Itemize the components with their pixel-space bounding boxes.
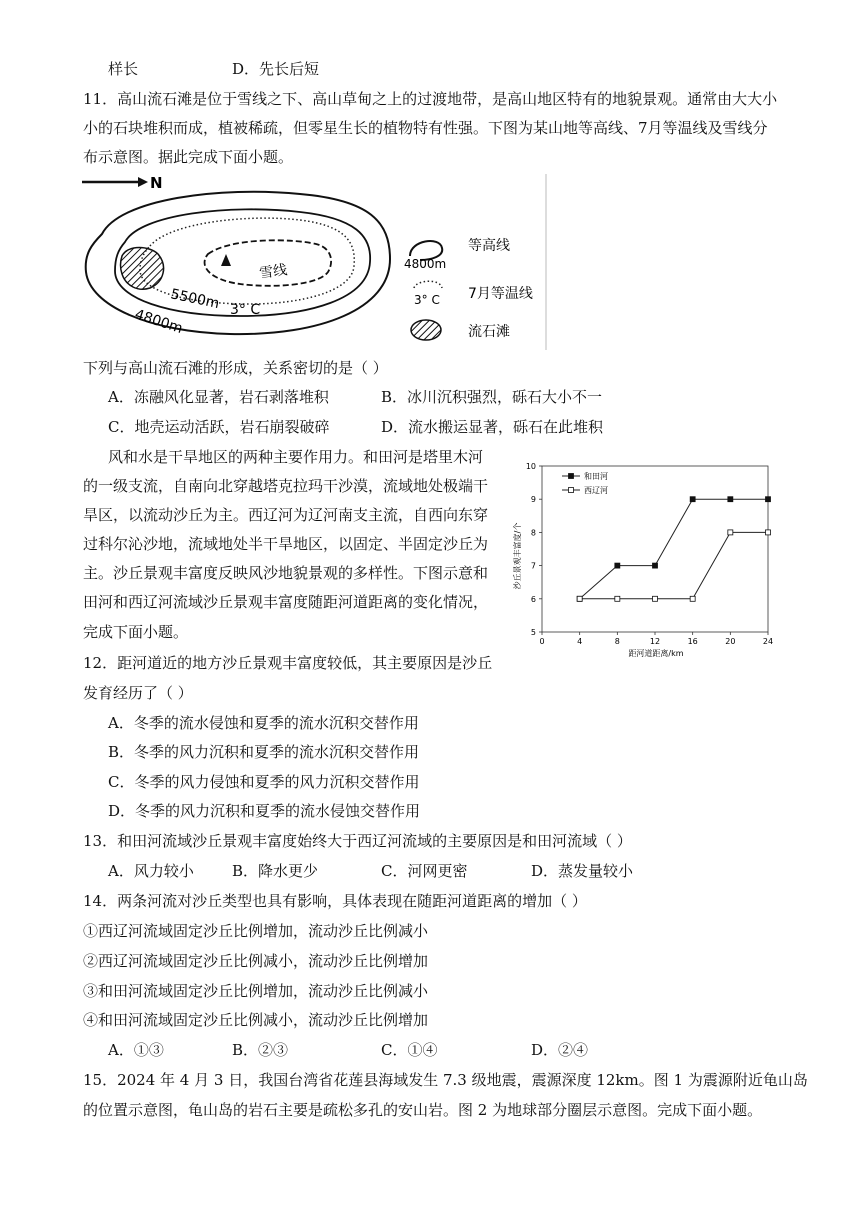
q12-option-d: D．冬季的风力沉积和夏季的流水侵蚀交替作用 xyxy=(108,802,421,820)
scree-area xyxy=(121,248,164,290)
intro-line-4: 过科尔沁沙地，流域地处半干旱地区，以固定、半固定沙丘为 xyxy=(83,535,489,553)
legend-contour-value: 4800m xyxy=(404,257,447,271)
series-line-1 xyxy=(580,532,768,598)
q15-line-1: 15．2024 年 4 月 3 日，我国台湾省花莲县海域发生 7.3 级地震，震源深度 12km。图 1 为震源附近龟山岛 xyxy=(83,1071,808,1089)
legend-isotherm-icon xyxy=(414,281,442,288)
y-tick-label: 5 xyxy=(530,628,536,637)
legend-marker xyxy=(569,488,574,493)
data-point xyxy=(653,596,658,601)
q11-line-2: 小的石块堆积而成，植被稀疏，但零星生长的植物特有性强。下图为某山地等高线、7月等温线及雪线分 xyxy=(83,119,768,137)
intro-line-6: 田河和西辽河流域沙丘景观丰富度随距河道距离的变化情况， xyxy=(83,593,489,611)
q11-option-d: D．流水搬运显著，砾石在此堆积 xyxy=(381,418,604,436)
q11-stem: 下列与高山流石滩的形成，关系密切的是（ ） xyxy=(83,359,388,377)
y-tick-label: 8 xyxy=(530,528,536,538)
q12-line-1: 12．距河道近的地方沙丘景观丰富度较低，其主要原因是沙丘 xyxy=(83,654,493,672)
dune-richness-chart xyxy=(508,456,778,662)
intro-line-7: 完成下面小题。 xyxy=(83,623,189,641)
legend-label: 和田河 xyxy=(584,472,608,481)
q11-line-1: 11．高山流石滩是位于雪线之下、高山草甸之上的过渡地带，是高山地区特有的地貌景观。通常由大大小 xyxy=(83,90,778,108)
data-point xyxy=(690,596,695,601)
x-tick-label: 4 xyxy=(577,637,583,646)
contour-map-figure xyxy=(80,174,552,350)
x-tick-label: 24 xyxy=(762,637,774,646)
q14-stem: 14．两条河流对沙丘类型也具有影响，具体表现在随距河道距离的增加（ ） xyxy=(83,892,587,910)
legend-label: 西辽河 xyxy=(584,486,608,495)
q11-line-3: 布示意图。据此完成下面小题。 xyxy=(83,148,294,166)
x-tick-label: 0 xyxy=(539,637,545,646)
q13-option-d: D．蒸发量较小 xyxy=(531,862,634,880)
q14-statement-4: ④和田河流域固定沙丘比例减小，流动沙丘比例增加 xyxy=(83,1011,429,1029)
q13-option-b: B．降水更少 xyxy=(232,862,319,880)
q14-option-d: D．②④ xyxy=(531,1041,589,1059)
y-tick-label: 6 xyxy=(530,594,536,604)
q14-option-b: B．②③ xyxy=(232,1041,289,1059)
x-tick-label: 16 xyxy=(687,637,698,646)
legend-contour-label: 等高线 xyxy=(468,238,510,254)
peak-icon xyxy=(221,254,231,266)
legend-scree-icon xyxy=(411,320,441,340)
data-point xyxy=(653,563,658,568)
legend-isotherm-value: 3° C xyxy=(414,293,440,307)
x-tick-label: 8 xyxy=(614,637,620,646)
chart-plot-frame xyxy=(542,466,768,632)
intro-line-3: 旱区，以流动沙丘为主。西辽河为辽河南支主流，自西向东穿 xyxy=(83,506,489,524)
q14-statement-1: ①西辽河流域固定沙丘比例增加，流动沙丘比例减小 xyxy=(83,922,429,940)
intro-line-5: 主。沙丘景观丰富度反映风沙地貌景观的多样性。下图示意和 xyxy=(83,564,489,582)
q12-option-c: C．冬季的风力侵蚀和夏季的风力沉积交替作用 xyxy=(108,773,420,791)
q12-line-2: 发育经历了（ ） xyxy=(83,684,193,702)
y-tick-label: 9 xyxy=(530,495,536,505)
q14-statement-2: ②西辽河流域固定沙丘比例减小，流动沙丘比例增加 xyxy=(83,952,429,970)
data-point xyxy=(615,563,620,568)
data-point xyxy=(690,497,695,502)
data-point xyxy=(766,530,771,535)
q11-option-a: A．冻融风化显著，岩石剥落堆积 xyxy=(108,388,329,406)
q11-option-b: B．冰川沉积强烈，砾石大小不一 xyxy=(381,388,603,406)
q13-stem: 13．和田河流域沙丘景观丰富度始终大于西辽河流域的主要原因是和田河流域（ ） xyxy=(83,832,632,850)
q12-option-a: A．冬季的流水侵蚀和夏季的流水沉积交替作用 xyxy=(108,714,419,732)
snowline-label: 雪线 xyxy=(258,262,289,282)
data-point xyxy=(615,596,620,601)
isotherm-label: 3° C xyxy=(230,302,261,318)
contour-4800-label: 4800m xyxy=(132,306,185,338)
legend-marker xyxy=(569,474,574,479)
q15-line-2: 的位置示意图，龟山岛的岩石主要是疏松多孔的安山岩。图 2 为地球部分圈层示意图。完成下面小题。 xyxy=(83,1101,763,1119)
q14-statement-3: ③和田河流域固定沙丘比例增加，流动沙丘比例减小 xyxy=(83,982,429,1000)
q13-option-a: A．风力较小 xyxy=(108,862,194,880)
intro-line-1: 风和水是干旱地区的两种主要作用力。和田河是塔里木河 xyxy=(108,448,484,466)
prev-option-d: D．先长后短 xyxy=(232,60,320,78)
q14-option-c: C．①④ xyxy=(381,1041,438,1059)
x-tick-label: 20 xyxy=(725,637,736,646)
q13-option-c: C．河网更密 xyxy=(381,862,468,880)
data-point xyxy=(766,497,771,502)
data-point xyxy=(728,530,733,535)
prev-option-fragment: 样长 xyxy=(108,60,139,78)
q14-option-a: A．①③ xyxy=(108,1041,164,1059)
chart-y-axis-label: 沙丘景观丰富度/个 xyxy=(513,522,522,590)
x-tick-label: 12 xyxy=(649,637,661,646)
north-label: N xyxy=(150,174,163,192)
chart-x-axis-label: 距河道距离/km xyxy=(628,649,684,658)
q11-option-c: C．地壳运动活跃，岩石崩裂破碎 xyxy=(108,418,330,436)
contour-5500-label: 5500m xyxy=(169,286,221,313)
series-line-0 xyxy=(580,499,768,599)
y-tick-label: 7 xyxy=(530,561,536,571)
data-point xyxy=(728,497,733,502)
y-tick-label: 10 xyxy=(525,462,536,471)
data-point xyxy=(577,596,582,601)
legend-scree-label: 流石滩 xyxy=(468,324,510,340)
legend-isotherm-label: 7月等温线 xyxy=(468,286,533,302)
intro-line-2: 的一级支流，自南向北穿越塔克拉玛干沙漠，流域地处极端干 xyxy=(83,477,489,495)
q12-option-b: B．冬季的风力沉积和夏季的流水沉积交替作用 xyxy=(108,743,420,761)
